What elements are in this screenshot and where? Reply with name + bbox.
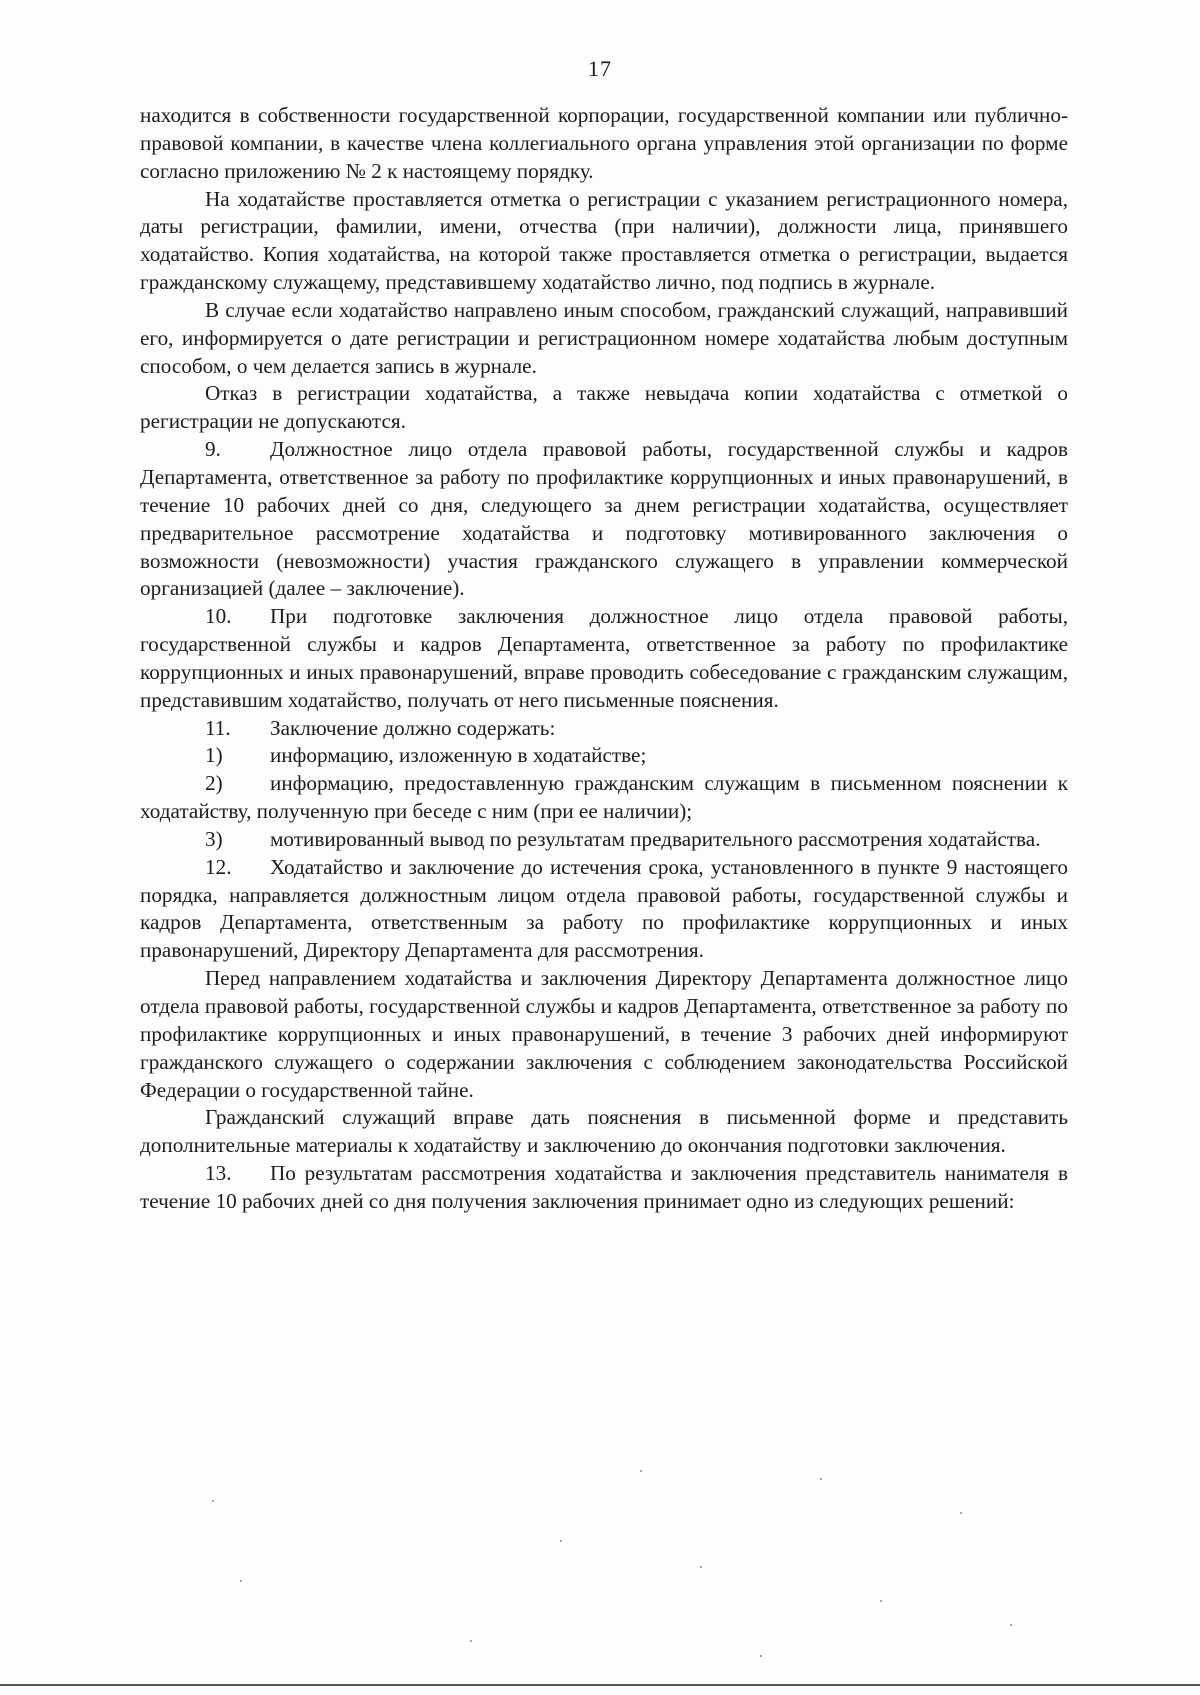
list-item-number: 2) <box>205 771 223 796</box>
clause-13 <box>140 1160 1068 1216</box>
bottom-edge-line <box>0 1684 1200 1686</box>
list-item-number: 3) <box>205 826 223 851</box>
clause-11 <box>140 715 1068 743</box>
clause-text: Ходатайство и заключение до истечения срока, установленного в пункте 9 настоящего порядка, направляется должностным лицом отдела правовой работы, государственной службы и кадров Департамента, ответственным за работу по профилактике коррупционных и иных правонарушений, Директору Департамента для рассмотрения. <box>140 854 1068 963</box>
paragraph-inform-employee <box>140 965 1068 1104</box>
paragraph-text: Перед направлением ходатайства и заключения Директору Департамента должностное лицо отдела правовой работы, государственной службы и кадров Департамента, ответственное за работу по профилактике коррупционных и иных правонарушений, в течение 3 рабочих дней информируют гражданского служащего о содержании заключения с соблюдением законодательства Российской Федерации о государственной тайне. <box>140 966 1068 1102</box>
clause-11-item-1 <box>140 742 1068 770</box>
clause-number: 12. <box>205 854 232 879</box>
clause-number: 11. <box>205 715 231 740</box>
paragraph-text: находится в собственности государственной корпорации, государственной компании или публично-правовой компании, в качестве члена коллегиального органа управления этой организации по форме согласно приложению № 2 к настоящему порядку. <box>140 103 1068 183</box>
list-item-text: информацию, изложенную в ходатайстве; <box>270 743 647 768</box>
clause-11-item-3 <box>140 826 1068 854</box>
list-item-number: 1) <box>205 743 223 768</box>
paragraph-text: Гражданский служащий вправе дать пояснения в письменной форме и представить дополнительные материалы к ходатайству и заключению до окончания подготовки заключения. <box>140 1105 1068 1158</box>
page-number: 17 <box>588 56 612 81</box>
clause-text: Заключение должно содержать: <box>270 715 556 740</box>
clause-number: 13. <box>205 1161 232 1186</box>
clause-12 <box>140 854 1068 965</box>
clause-text: По результатам рассмотрения ходатайства и заключения представитель нанимателя в течение 10 рабочих дней со дня получения заключения принимает одно из следующих решений: <box>140 1161 1068 1213</box>
paragraph-other-method <box>140 297 1068 381</box>
paragraph-employee-explanations <box>140 1104 1068 1160</box>
paragraph-text: Отказ в регистрации ходатайства, а также невыдача копии ходатайства с отметкой о регистрации не допускаются. <box>140 381 1068 434</box>
clause-10 <box>140 603 1068 714</box>
clause-number: 9. <box>205 437 221 462</box>
paragraph-text: На ходатайстве проставляется отметка о регистрации с указанием регистрационного номера, даты регистрации, фамилии, имени, отчества (при наличии), должности лица, принявшего ходатайство. Копия ходатайства, на которой также проставляется отметка о регистрации, выдается гражданскому служащему, представившему ходатайство лично, под подпись в журнале. <box>140 186 1068 295</box>
clause-number: 10. <box>205 604 232 629</box>
paragraph-refusal <box>140 380 1068 436</box>
clause-text: Должностное лицо отдела правовой работы, государственной службы и кадров Департамента, ответственное за работу по профилактике коррупционных и иных правонарушений, в течение 10 рабочих дней со дня, следующего за днем регистрации ходатайства, осуществляет предварительное рассмотрение ходатайства и подготовку мотивированного заключения о возможности (невозможности) участия гражданского служащего в управлении коммерческой организацией (далее – заключение). <box>140 437 1068 601</box>
clause-text: При подготовке заключения должностное лицо отдела правовой работы, государственной службы и кадров Департамента, ответственное за работу по профилактике коррупционных и иных правонарушений, вправе проводить собеседование с гражданским служащим, представившим ходатайство, получать от него письменные пояснения. <box>140 604 1068 712</box>
clause-11-item-2 <box>140 770 1068 826</box>
paragraph-continuation <box>140 102 1068 186</box>
paragraph-text: В случае если ходатайство направлено иным способом, гражданский служащий, направивший его, информируется о дате регистрации и регистрационном номере ходатайства любым доступным способом, о чем делается запись в журнале. <box>140 297 1068 378</box>
clause-9 <box>140 436 1068 603</box>
list-item-text: мотивированный вывод по результатам предварительного рассмотрения ходатайства. <box>270 826 1041 851</box>
document-body <box>140 102 1068 1216</box>
paragraph-registration-mark <box>140 186 1068 297</box>
list-item-text: информацию, предоставленную гражданским служащим в письменном пояснении к ходатайству, полученную при беседе с ним (при ее наличии); <box>140 771 1068 824</box>
